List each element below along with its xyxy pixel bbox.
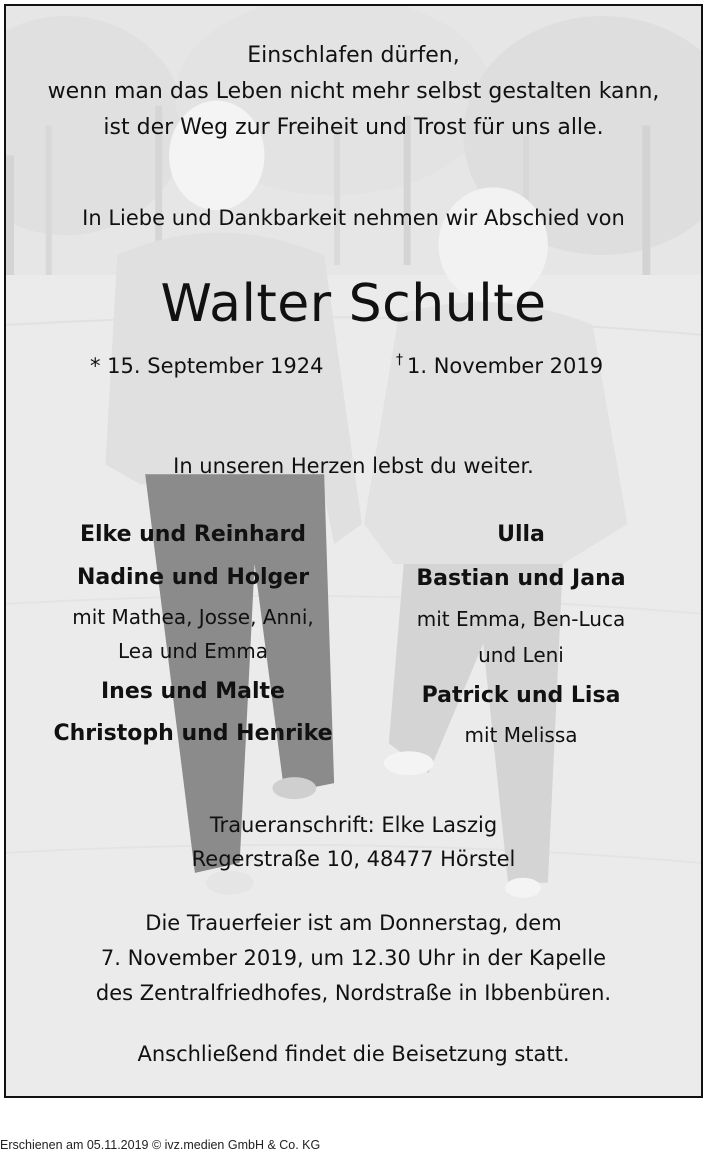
children-line: mit Melissa [464,723,578,747]
address-line-2: Regerstraße 10, 48477 Hörstel [191,847,516,871]
obituary-notice [4,4,703,1098]
family-name: Christoph und Henrike [53,721,333,746]
death-date: 1. November 2019 [407,354,604,378]
family-right-column [356,514,686,752]
publication-footer: Erschienen am 05.11.2019 © ivz.medien GmbH & Co. KG [0,1138,321,1152]
poem-line-3: ist der Weg zur Freiheit und Trost für uns alle. [103,115,604,140]
funeral-line-3: des Zentralfriedhofes, Nordstraße in Ibbenbüren. [95,981,612,1005]
burial-note: Anschließend findet die Beisetzung statt. [137,1042,570,1066]
address-line-1: Traueranschrift: Elke Laszig [209,813,498,837]
deceased-name: Walter Schulte [160,274,547,334]
family-name: Ines und Malte [101,679,285,704]
children-line: und Leni [478,643,564,667]
family-name: Patrick und Lisa [421,683,621,708]
funeral-line-2: 7. November 2019, um 12.30 Uhr in der Kapelle [100,946,607,970]
funeral-line-1: Die Trauerfeier ist am Donnerstag, dem [145,911,562,935]
mourning-address [6,808,701,876]
family-name: Elke und Reinhard [79,522,307,547]
motto: In unseren Herzen lebst du weiter. [173,454,534,478]
family-name: Ulla [497,522,545,547]
poem-line-2: wenn man das Leben nicht mehr selbst gestalten kann, [47,79,660,104]
family-name: Bastian und Jana [416,566,626,591]
family-left-column [28,514,358,754]
funeral-details [6,906,701,1011]
cross-symbol: † [396,352,403,368]
children-line: mit Emma, Ben-Luca [416,607,626,631]
poem-line-1: Einschlafen dürfen, [247,43,460,68]
family-name: Nadine und Holger [76,565,310,590]
death-date-wrapper [396,354,603,378]
poem [6,38,701,146]
children-line: Lea und Emma [118,639,268,663]
children-line: mit Mathea, Josse, Anni, [72,605,314,629]
farewell-intro: In Liebe und Dankbarkeit nehmen wir Abschied von [82,206,625,230]
birth-date: * 15. September 1924 [90,354,324,378]
